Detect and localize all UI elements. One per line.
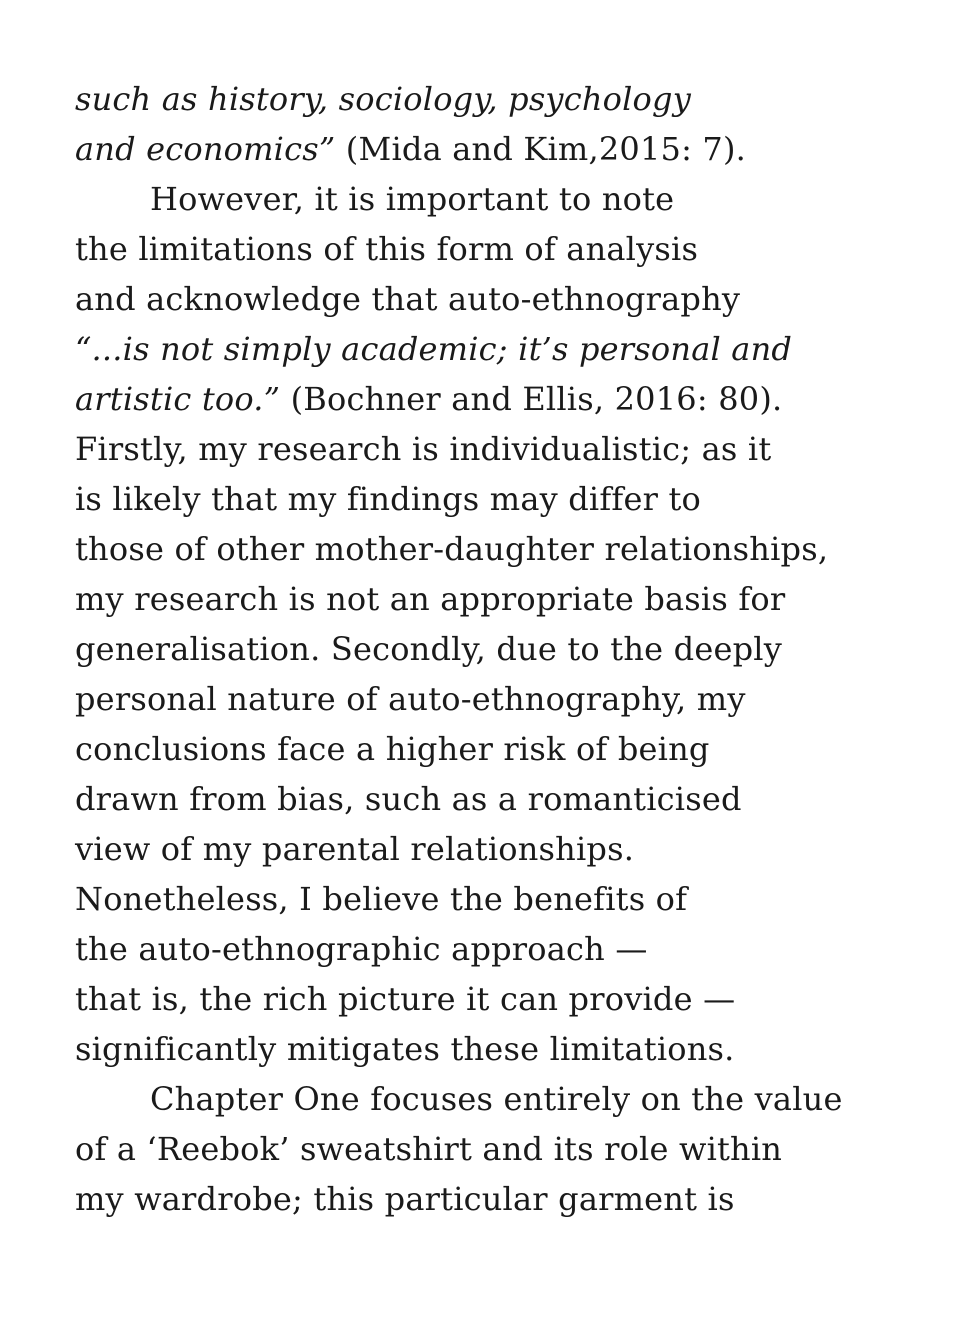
body-text: view of my parental relationships. xyxy=(75,830,635,868)
text-line xyxy=(75,74,935,124)
italic-quote-text: artistic too.” xyxy=(75,380,281,418)
body-text: of a ‘Reebok’ sweatshirt and its role within xyxy=(75,1130,783,1168)
text-line xyxy=(75,224,935,274)
body-text: Chapter One focuses entirely on the value xyxy=(150,1080,843,1118)
text-line xyxy=(75,374,935,424)
body-text: generalisation. Secondly, due to the deeply xyxy=(75,630,783,668)
text-line xyxy=(75,324,935,374)
citation-text: (Bochner and Ellis, 2016: 80). xyxy=(280,380,783,418)
body-text: is likely that my findings may differ to xyxy=(75,480,701,518)
paragraph-start-line xyxy=(75,174,935,224)
body-text: the auto-ethnographic approach — xyxy=(75,930,648,968)
italic-quote-text: such as history, sociology, psychology xyxy=(75,80,691,118)
body-text: the limitations of this form of analysis xyxy=(75,230,699,268)
text-line xyxy=(75,1024,935,1074)
italic-quote-text: and economics” xyxy=(75,130,336,168)
body-text: drawn from bias, such as a romanticised xyxy=(75,780,742,818)
text-line xyxy=(75,274,935,324)
text-line xyxy=(75,1124,935,1174)
body-text: personal nature of auto-ethnography, my xyxy=(75,680,746,718)
text-line xyxy=(75,924,935,974)
citation-text: (Mida and Kim,2015: 7). xyxy=(335,130,747,168)
text-line xyxy=(75,124,935,174)
text-line xyxy=(75,574,935,624)
body-text: my research is not an appropriate basis for xyxy=(75,580,786,618)
body-text: my wardrobe; this particular garment is xyxy=(75,1180,735,1218)
body-text: However, it is important to note xyxy=(150,180,675,218)
text-line xyxy=(75,874,935,924)
body-text: Nonetheless, I believe the benefits of xyxy=(75,880,688,918)
text-line xyxy=(75,824,935,874)
text-line xyxy=(75,774,935,824)
text-line xyxy=(75,1174,935,1224)
body-text: and acknowledge that auto-ethnography xyxy=(75,280,741,318)
text-line xyxy=(75,474,935,524)
italic-quote-text: “...is not simply academic; it’s personal and xyxy=(75,330,793,368)
document-page xyxy=(75,74,935,1224)
text-line xyxy=(75,974,935,1024)
body-text: conclusions face a higher risk of being xyxy=(75,730,710,768)
text-line xyxy=(75,674,935,724)
text-line xyxy=(75,624,935,674)
text-line xyxy=(75,524,935,574)
body-text: Firstly, my research is individualistic; as it xyxy=(75,430,772,468)
text-line xyxy=(75,424,935,474)
body-text: significantly mitigates these limitations. xyxy=(75,1030,735,1068)
body-text: those of other mother-daughter relationships, xyxy=(75,530,829,568)
text-line xyxy=(75,724,935,774)
body-text: that is, the rich picture it can provide — xyxy=(75,980,736,1018)
paragraph-start-line xyxy=(75,1074,935,1124)
